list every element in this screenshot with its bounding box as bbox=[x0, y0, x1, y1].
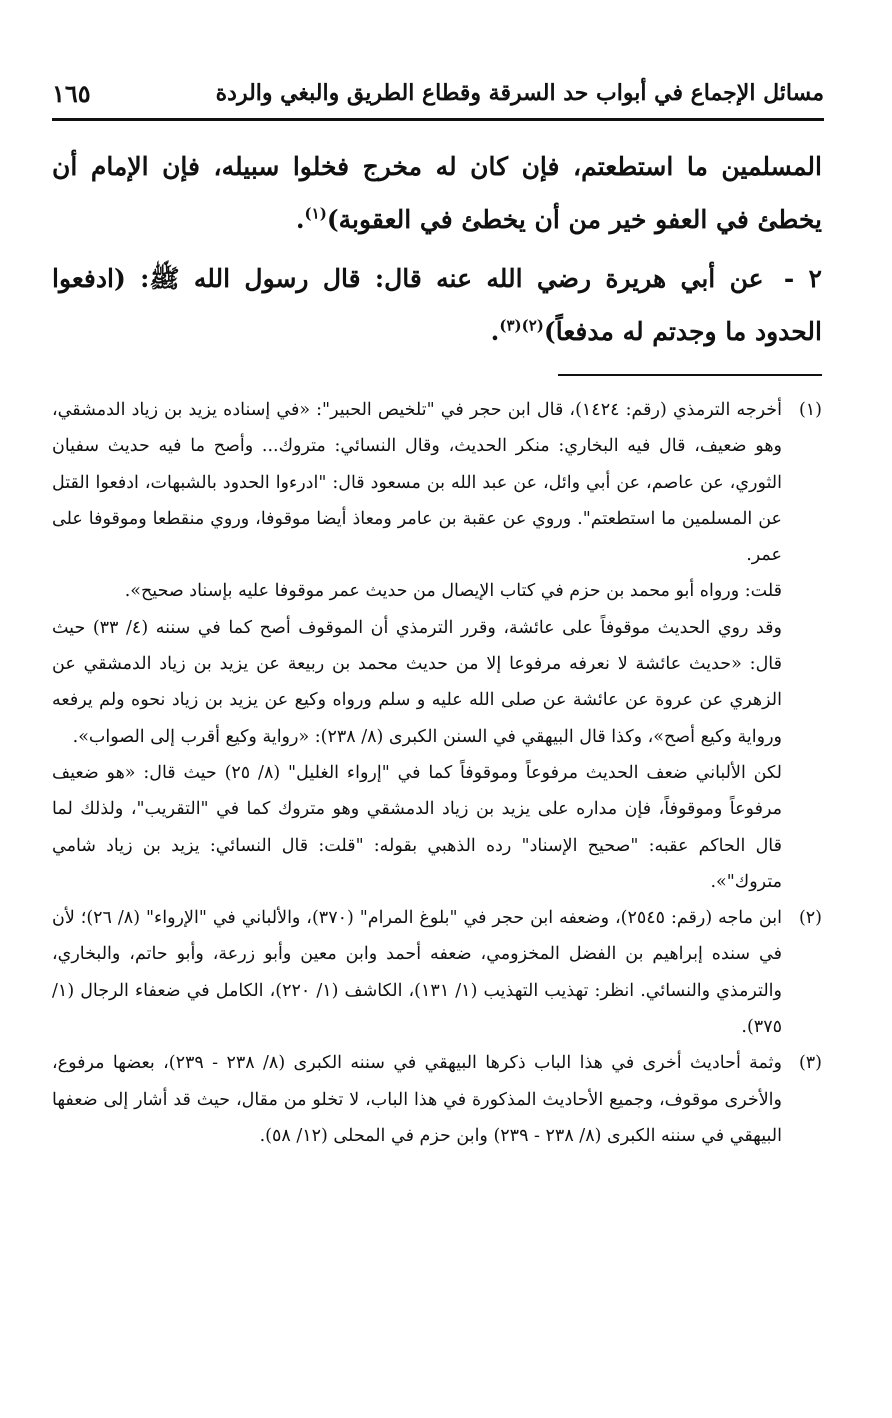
footnote-1-p2: قلت: ورواه أبو محمد بن حزم في كتاب الإيصال من حديث عمر موقوفا عليه بإسناد صحيح». bbox=[124, 581, 782, 602]
page-number: ١٦٥ bbox=[52, 78, 91, 108]
footnote-3-text: وثمة أحاديث أخرى في هذا الباب ذكرها البيهقي في سننه الكبرى (٨/ ٢٣٨ - ٢٣٩)، بعضها مرفوع، والأخرى موقوف، وجميع الأحاديث المذكورة في هذا الباب، لا تخلو من مقال، حيث قد أشار إلى ضعفها البيهقي في سننه الكبرى (٨/ ٢٣٨ - ٢٣٩) وابن حزم في المحلى (١٢/ ٥٨). bbox=[52, 1053, 782, 1146]
paragraph-1-text: المسلمين ما استطعتم، فإن كان له مخرج فخلوا سبيله، فإن الإمام أن يخطئ في العفو خير من أن يخطئ في العقوبة) bbox=[52, 152, 822, 234]
footnote-3 bbox=[52, 1045, 822, 1154]
footnote-2-marker: (٢) bbox=[798, 908, 822, 929]
footnote-1-p3: وقد روي الحديث موقوفاً على عائشة، وقرر الترمذي أن الموقوف أصح كما في سننه (٤/ ٣٣) حيث قال: «حديث عائشة لا نعرفه مرفوعا إلا من حديث محمد بن ربيعة عن يزيد بن زياد الدمشقي عن الزهري عن عروة عن عائشة عن صلى الله عليه و سلم ورواه وكيع عن يزيد بن زياد نحوه ولم يرفعه ورواية وكيع أصح»، وكذا قال البيهقي في السنن الكبرى (٨/ ٢٣٨): «رواية وكيع أقرب إلى الصواب». bbox=[52, 617, 782, 747]
paragraph-1 bbox=[52, 140, 822, 246]
footnote-3-body bbox=[52, 1045, 782, 1154]
paragraph-1-end: . bbox=[295, 205, 305, 234]
footnote-1-p1: أخرجه الترمذي (رقم: ١٤٢٤)، قال ابن حجر في "تلخيص الحبير": «في إسناده يزيد بن زياد الدمشقي، وهو ضعيف، قال فيه البخاري: منكر الحديث، وقال النسائي: متروك... وأصح ما فيه حديث سفيان الثوري، عن عاصم، عن أبي وائل، عن عبد الله بن مسعود قال: "ادرءوا الحدود بالشبهات، ادفعوا القتل عن المسلمين ما استطعتم". وروي عن عقبة بن عامر ومعاذ أيضا موقوفا، وروي منقطعا وموقوفا على عمر. bbox=[52, 400, 782, 566]
footnote-1-p4: لكن الألباني ضعف الحديث مرفوعاً وموقوفاً كما في "إرواء الغليل" (٨/ ٢٥) حيث قال: «هو ضعيف مرفوعاً وموقوفاً، فإن مداره على يزيد بن زياد الدمشقي وهو متروك كما في "التقريب"، ولذلك لما قال الحاكم عقبه: "صحيح الإسناد" رده الذهبي بقوله: "قلت: قال النسائي: يزيد بن زياد شامي متروك"». bbox=[52, 762, 782, 892]
footnote-1-body bbox=[52, 392, 782, 900]
footnote-3-marker: (٣) bbox=[798, 1053, 822, 1074]
footnote-ref-2-3: (٢)(٣) bbox=[499, 316, 544, 335]
footnote-1 bbox=[52, 392, 822, 900]
footnotes bbox=[52, 392, 822, 1154]
hadith-text: عن أبي هريرة رضي الله عنه قال: قال رسول الله ﷺ: (ادفعوا الحدود ما وجدتم له مدفعاً) bbox=[52, 264, 822, 346]
hadith-end: . bbox=[490, 317, 500, 346]
running-title: مسائل الإجماع في أبواب حد السرقة وقطاع الطريق والبغي والردة bbox=[215, 80, 824, 106]
hadith-2 bbox=[52, 252, 822, 358]
footnote-ref-1: (١) bbox=[304, 204, 327, 223]
footnote-1-marker: (١) bbox=[798, 400, 822, 420]
footnote-2-body bbox=[52, 900, 782, 1045]
page-header bbox=[52, 68, 824, 121]
hadith-number: ٢ - bbox=[783, 264, 822, 293]
footnote-2 bbox=[52, 900, 822, 1045]
main-text bbox=[52, 140, 822, 358]
footnote-2-text: ابن ماجه (رقم: ٢٥٤٥)، وضعفه ابن حجر في "بلوغ المرام" (٣٧٠)، والألباني في "الإرواء" (٨/ ٢٦)؛ لأن في سنده إبراهيم بن الفضل المخزومي، ضعفه أحمد وابن معين وأبو زرعة، وأبو حاتم، والبخاري، والترمذي والنسائي. انظر: تهذيب التهذيب (١/ ١٣١)، الكاشف (١/ ٢٢٠)، الكامل في ضعفاء الرجال (١/ ٣٧٥). bbox=[52, 908, 782, 1038]
footnote-separator bbox=[558, 374, 822, 376]
